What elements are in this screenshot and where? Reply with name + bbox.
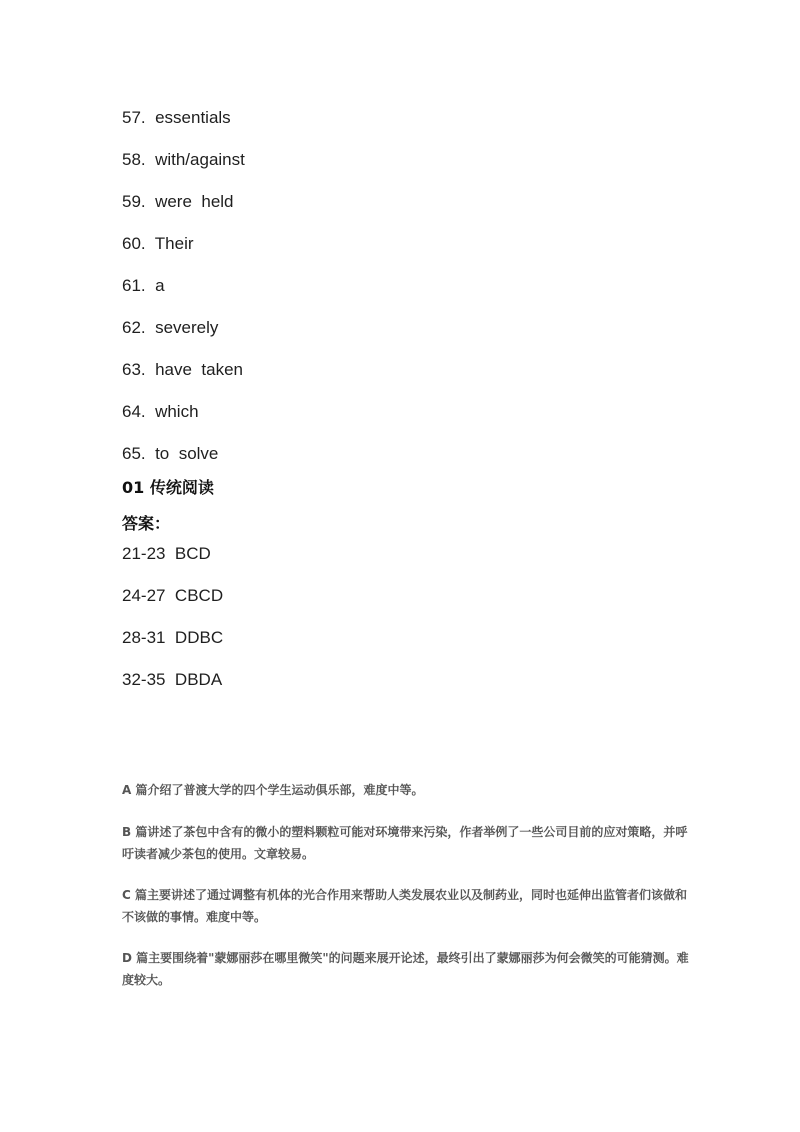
summary-paragraph: A 篇介绍了普渡大学的四个学生运动俱乐部，难度中等。: [122, 783, 424, 797]
answer-item: 58. with/against: [122, 150, 245, 169]
answer-label: 答案：: [122, 514, 171, 533]
answer-item: 60. Their: [122, 234, 194, 253]
answer-item: 64. which: [122, 402, 199, 421]
summary-paragraph: B 篇讲述了茶包中含有的微小的塑料颗粒可能对环境带来污染，作者举例了一些公司目前的应对策略，并呼吁读者减少茶包的使用。文章较易。: [122, 825, 688, 861]
answer-item: 62. severely: [122, 318, 219, 337]
answer-item: 61. a: [122, 276, 165, 295]
summary-paragraph: D 篇主要围绕着"蒙娜丽莎在哪里微笑"的问题来展开论述，最终引出了蒙娜丽莎为何会微笑的可能猜测。难度较大。: [122, 951, 689, 987]
answer-item: 63. have taken: [122, 360, 243, 379]
answer-item: 57. essentials: [122, 108, 231, 127]
answer-item: 28-31 DDBC: [122, 628, 224, 647]
answer-item: 24-27 CBCD: [122, 586, 224, 605]
answer-item: 32-35 DBDA: [122, 670, 223, 689]
answer-item: 65. to solve: [122, 444, 219, 463]
section-title: 01 传统阅读: [122, 478, 214, 497]
answer-item: 21-23 BCD: [122, 544, 211, 563]
answer-item: 59. were held: [122, 192, 234, 211]
summary-paragraph: C 篇主要讲述了通过调整有机体的光合作用来帮助人类发展农业以及制药业，同时也延伸出监管者们该做和不该做的事情。难度中等。: [122, 888, 687, 924]
